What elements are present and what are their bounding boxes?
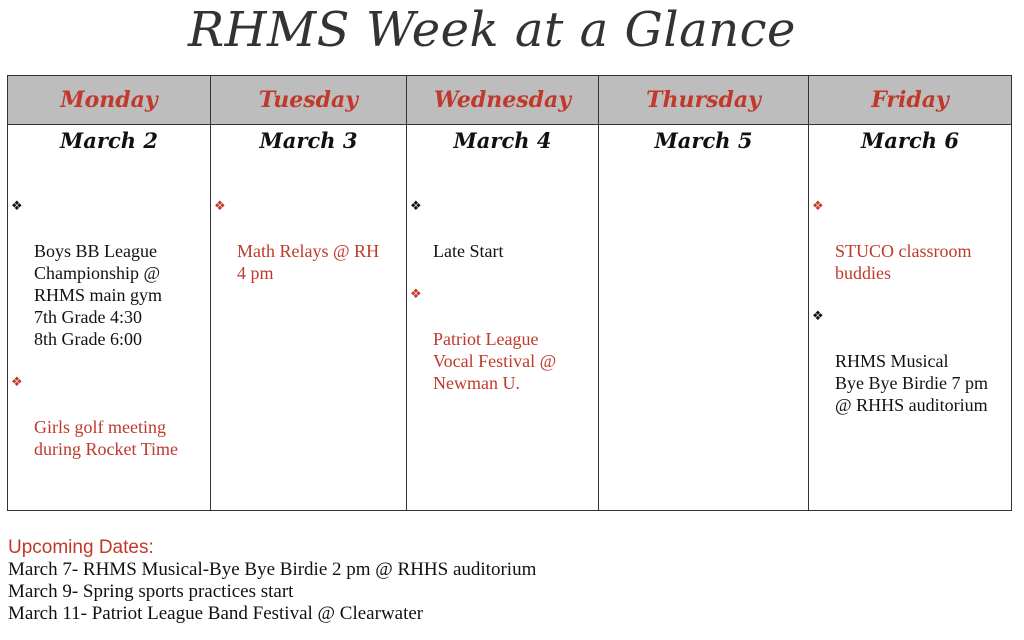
page-title: RHMS Week at a Glance — [188, 2, 796, 58]
day-cell-monday — [8, 125, 211, 511]
event-item — [809, 196, 1009, 284]
day-header-monday: Monday — [8, 76, 211, 125]
day-date-thursday: March 5 — [654, 128, 753, 153]
event-text: STUCO classroom buddies — [835, 241, 972, 283]
day-header-wednesday: Wednesday — [407, 76, 599, 125]
day-cell-tuesday — [211, 125, 407, 511]
day-header-thursday: Thursday — [599, 76, 809, 125]
day-date-friday: March 6 — [861, 128, 959, 153]
diamond-bullet-icon: ❖ — [214, 199, 226, 214]
event-text: Boys BB League Championship @ RHMS main gym 7th Grade 4:30 8th Grade 6:00 — [34, 241, 163, 349]
diamond-bullet-icon: ❖ — [11, 199, 23, 214]
event-text: RHMS Musical Bye Bye Birdie 7 pm @ RHHS auditorium — [835, 351, 988, 415]
event-list-tuesday — [211, 196, 406, 284]
upcoming-dates-section — [8, 537, 1008, 625]
diamond-bullet-icon: ❖ — [11, 375, 23, 390]
event-item — [407, 196, 596, 262]
week-calendar-table — [7, 75, 1012, 511]
diamond-bullet-icon: ❖ — [812, 199, 824, 214]
diamond-bullet-icon: ❖ — [410, 199, 422, 214]
event-text: Girls golf meeting during Rocket Time — [34, 417, 179, 459]
day-header-row — [8, 76, 1012, 125]
diamond-bullet-icon: ❖ — [410, 287, 422, 302]
upcoming-date-line: March 9- Spring sports practices start — [8, 581, 294, 602]
day-date-monday: March 2 — [60, 128, 158, 153]
day-cell-thursday — [599, 125, 809, 511]
day-cell-wednesday — [407, 125, 599, 511]
event-item — [8, 372, 208, 460]
day-date-tuesday: March 3 — [259, 128, 358, 153]
event-item — [809, 306, 1009, 416]
event-text: Math Relays @ RH 4 pm — [237, 241, 380, 283]
event-text: Patriot League Vocal Festival @ Newman U. — [433, 329, 557, 393]
day-header-tuesday: Tuesday — [211, 76, 407, 125]
upcoming-date-line: March 11- Patriot League Band Festival @ Clearwater — [8, 603, 424, 624]
event-list-friday — [809, 196, 1011, 416]
day-body-row — [8, 125, 1012, 511]
event-item — [211, 196, 404, 284]
event-list-wednesday — [407, 196, 598, 394]
day-date-wednesday: March 4 — [453, 128, 552, 153]
event-list-monday — [8, 196, 210, 460]
day-cell-friday — [809, 125, 1012, 511]
upcoming-date-line: March 7- RHMS Musical-Bye Bye Birdie 2 pm @ RHHS auditorium — [8, 559, 537, 580]
diamond-bullet-icon: ❖ — [812, 309, 824, 324]
event-item — [8, 196, 208, 350]
upcoming-dates-heading: Upcoming Dates: — [8, 537, 154, 558]
event-item — [407, 284, 596, 394]
event-text: Late Start — [433, 241, 504, 261]
day-header-friday: Friday — [809, 76, 1012, 125]
